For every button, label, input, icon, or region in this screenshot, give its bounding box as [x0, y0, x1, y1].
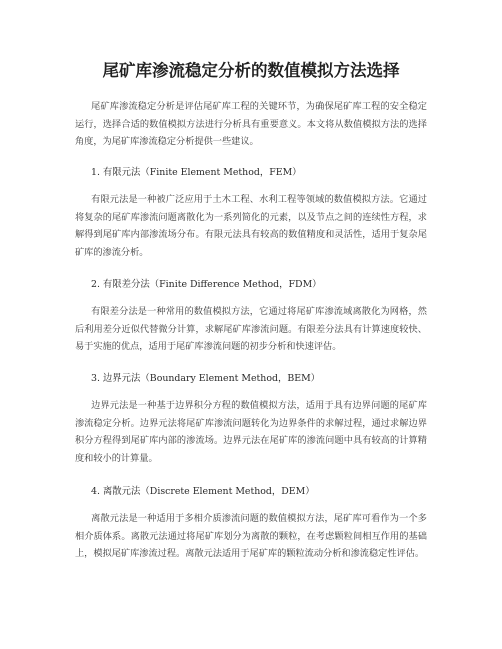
section-body-fdm	[75, 303, 427, 356]
section-heading-fem: 1. 有限元法（Finite Element Method，FEM）	[91, 167, 302, 178]
intro-text: 尾矿库渗流稳定分析是评估尾矿库工程的关键环节，为确保尾矿库工程的安全稳定运行，选择合适的数值模拟方法进行分析具有重要意义。本文将从数值模拟方法的选择角度，为尾矿库渗流稳定分析提供一些建议。	[75, 101, 427, 148]
section-body-fem	[75, 191, 427, 261]
section-heading-fdm: 2. 有限差分法（Finite Difference Method，FDM）	[91, 279, 322, 290]
section-text-fdm: 有限差分法是一种常用的数值模拟方法，它通过将尾矿库渗流域离散化为网格，然后利用差分近似代替微分计算，求解尾矿库渗流问题。有限差分法具有计算速度较快、易于实施的优点，适用于尾矿库渗流问题的初步分析和快速评估。	[75, 306, 427, 353]
section-heading-bem: 3. 边界元法（Boundary Element Method，BEM）	[91, 373, 321, 384]
section-text-bem: 边界元法是一种基于边界积分方程的数值模拟方法，适用于具有边界问题的尾矿库渗流稳定分析。边界元法将尾矿库渗流问题转化为边界条件的求解过程，通过求解边界积分方程得到尾矿库内部的渗流场。边界元法在尾矿库的渗流问题中具有较高的计算精度和较小的计算量。	[75, 400, 427, 464]
intro-paragraph	[75, 98, 427, 151]
section-text-fem: 有限元法是一种被广泛应用于土木工程、水利工程等领域的数值模拟方法。它通过将复杂的尾矿库渗流问题离散化为一系列简化的元素，以及节点之间的连续性方程，求解得到尾矿库内部渗流场分布。有限元法具有较高的数值精度和灵活性，适用于复杂尾矿库的渗流分析。	[75, 194, 427, 258]
section-body-dem	[75, 510, 427, 563]
section-body-bem	[75, 397, 427, 467]
section-heading-dem: 4. 离散元法（Discrete Element Method，DEM）	[91, 486, 315, 497]
document-title: 尾矿库渗流稳定分析的数值模拟方法选择	[102, 61, 400, 80]
section-text-dem: 离散元法是一种适用于多相介质渗流问题的数值模拟方法，尾矿库可看作为一个多相介质体系。离散元法通过将尾矿库划分为离散的颗粒，在考虑颗粒间相互作用的基础上，模拟尾矿库渗流过程。离散元法适用于尾矿库的颗粒流动分析和渗流稳定性评估。	[75, 513, 427, 560]
